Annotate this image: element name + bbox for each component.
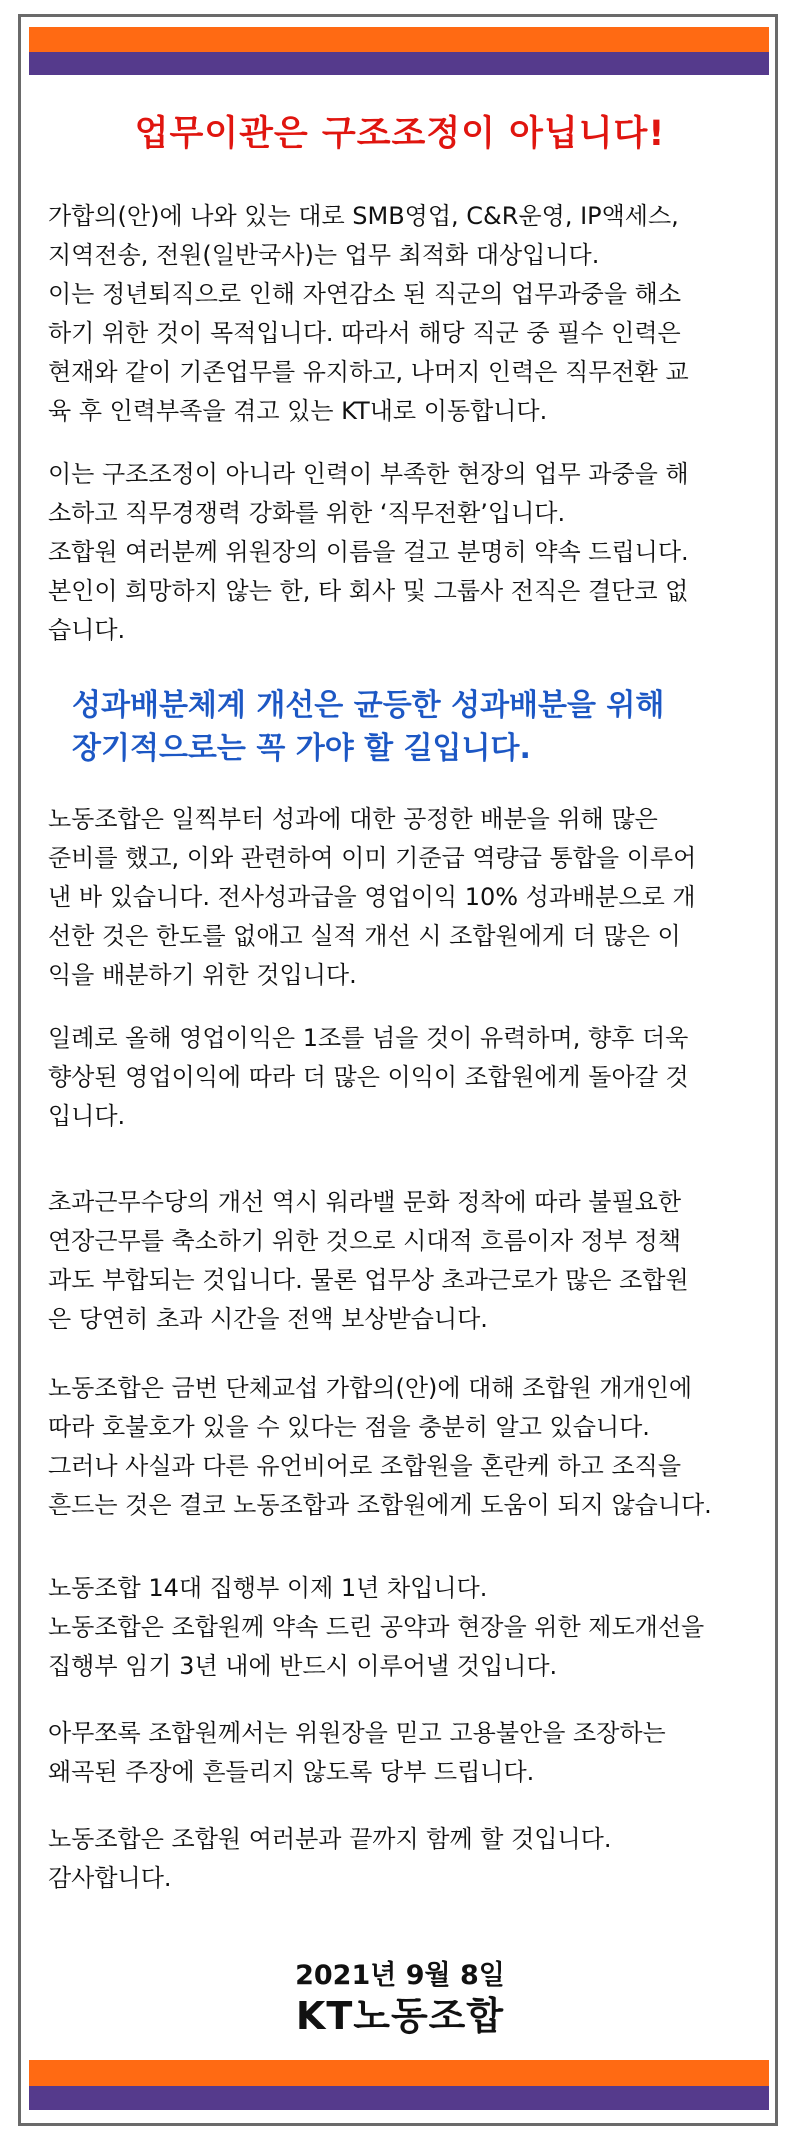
section-subtitle: 성과배분체계 개선은 균등한 성과배분을 위해 장기적으로는 꼭 가야 할 길입니다. bbox=[72, 688, 665, 766]
paragraph-restructuring-2: 이는 구조조정이 아니라 인력이 부족한 현장의 업무 과중을 해 소하고 직무경쟁력 강화를 위한 ‘직무전환’입니다. 조합원 여러분께 위원장의 이름을 걸고 분명히 약속 드립니다. 본인이 희망하지 않는 한, 타 회사 및 그룹사 전직은 결단코 없 습니다. bbox=[48, 460, 689, 644]
paragraph-rumors: 노동조합은 금번 단체교섭 가합의(안)에 대해 조합원 개개인에 따라 호불호가 있을 수 있다는 점을 충분히 알고 있습니다. 그러나 사실과 다른 유언비어로 조합원을 혼란케 하고 조직을 흔드는 것은 결코 노동조합과 조합원에게 도움이 되지 않습니다. bbox=[48, 1374, 712, 1519]
paragraph-request: 아무쪼록 조합원께서는 위원장을 믿고 고용불안을 조장하는 왜곡된 주장에 흔들리지 않도록 당부 드립니다. bbox=[48, 1719, 666, 1786]
paragraph-restructuring-1: 가합의(안)에 나와 있는 대로 SMB영업, C&R운영, IP액세스, 지역전송, 전원(일반국사)는 업무 최적화 대상입니다. 이는 정년퇴직으로 인해 자연감소 된 직군의 업무과중을 해소 하기 위한 것이 목적입니다. 따라서 해당 직군 중 필수 인력은 현재와 같이 기존업무를 유지하고, 나머지 인력은 직무전환 교 육 후 인력부족을 겪고 있는 KT내로 이동합니다. bbox=[48, 202, 689, 425]
top-orange-band bbox=[29, 27, 769, 52]
paragraph-performance-1: 노동조합은 일찍부터 성과에 대한 공정한 배분을 위해 많은 준비를 했고, 이와 관련하여 이미 기준급 역량급 통합을 이루어 낸 바 있습니다. 전사성과급을 영업이익 10% 성과배분으로 개 선한 것은 한도를 없애고 실적 개선 시 조합원에게 더 많은 이 익을 배분하기 위한 것입니다. bbox=[48, 805, 697, 989]
top-purple-band bbox=[29, 52, 769, 75]
issue-date: 2021년 9월 8일 bbox=[295, 1960, 505, 1991]
paragraph-closing: 노동조합은 조합원 여러분과 끝까지 함께 할 것입니다. 감사합니다. bbox=[48, 1825, 612, 1892]
paragraph-overtime: 초과근무수당의 개선 역시 워라밸 문화 정착에 따라 불필요한 연장근무를 축소하기 위한 것으로 시대적 흐름이자 정부 정책 과도 부합되는 것입니다. 물론 업무상 초과근로가 많은 조합원 은 당연히 초과 시간을 전액 보상받습니다. bbox=[48, 1188, 689, 1333]
bottom-purple-band bbox=[29, 2086, 769, 2110]
union-signature: KT노동조합 bbox=[295, 1994, 505, 2038]
paragraph-performance-2: 일례로 올해 영업이익은 1조를 넘을 것이 유력하며, 향후 더욱 향상된 영업이익에 따라 더 많은 이익이 조합원에게 돌아갈 것 입니다. bbox=[48, 1024, 689, 1130]
bottom-orange-band bbox=[29, 2060, 769, 2086]
paragraph-executive: 노동조합 14대 집행부 이제 1년 차입니다. 노동조합은 조합원께 약속 드린 공약과 현장을 위한 제도개선을 집행부 임기 3년 내에 반드시 이루어낼 것입니다. bbox=[48, 1574, 705, 1680]
page-title: 업무이관은 구조조정이 아닙니다! bbox=[134, 114, 666, 154]
